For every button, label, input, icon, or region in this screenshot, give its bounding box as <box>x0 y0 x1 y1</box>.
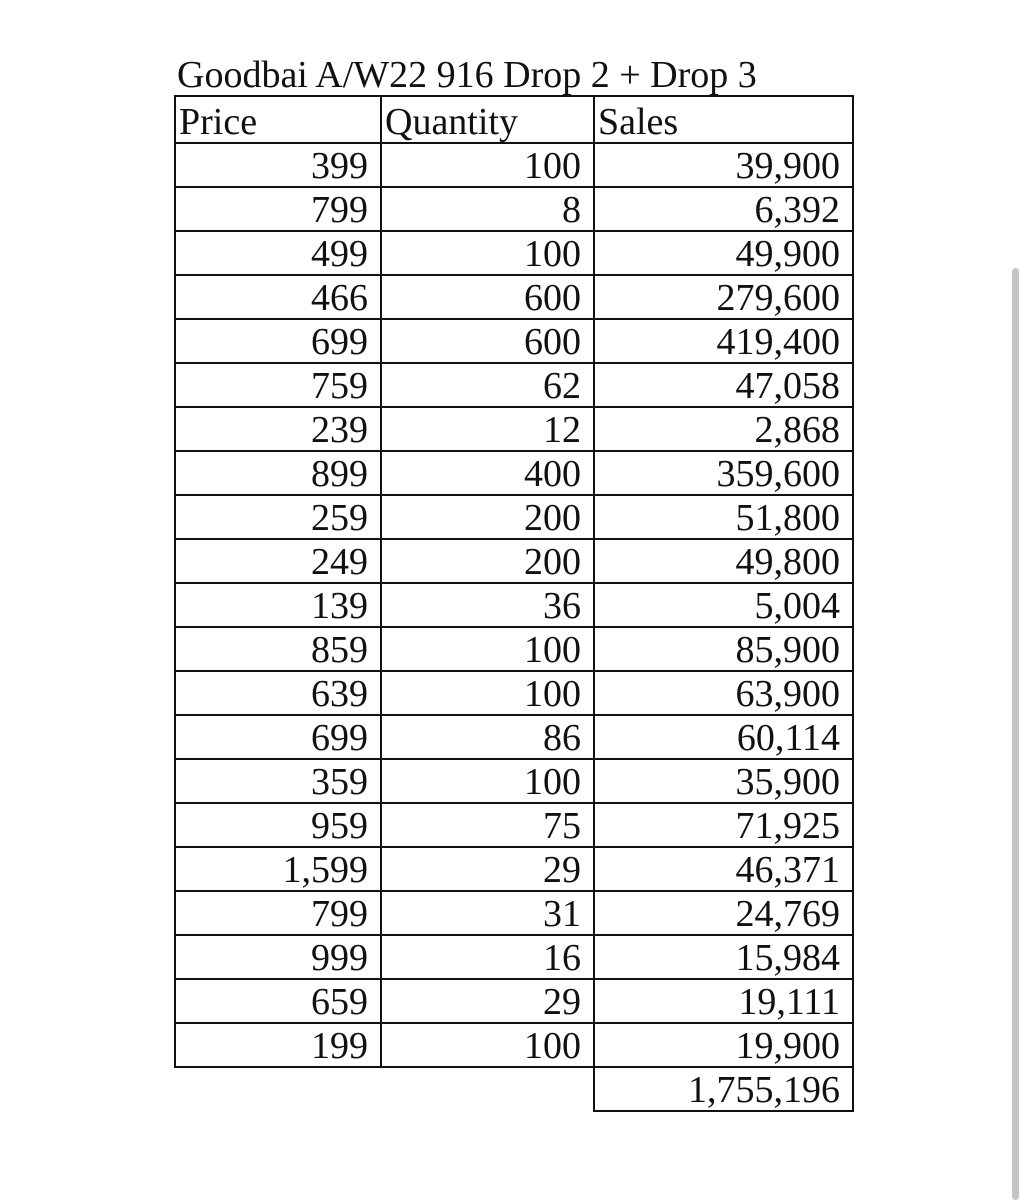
table-row <box>175 891 853 935</box>
quantity-cell: 29 <box>381 847 594 891</box>
total-sales-cell: 1,755,196 <box>594 1067 853 1111</box>
price-cell: 659 <box>175 979 381 1023</box>
sales-cell: 15,984 <box>594 935 853 979</box>
sales-cell: 279,600 <box>594 275 853 319</box>
price-cell: 259 <box>175 495 381 539</box>
sales-cell: 63,900 <box>594 671 853 715</box>
sales-cell: 47,058 <box>594 363 853 407</box>
quantity-cell: 12 <box>381 407 594 451</box>
price-cell: 239 <box>175 407 381 451</box>
quantity-cell: 75 <box>381 803 594 847</box>
sales-cell: 85,900 <box>594 627 853 671</box>
total-row <box>175 1067 853 1111</box>
quantity-cell: 100 <box>381 143 594 187</box>
quantity-cell: 16 <box>381 935 594 979</box>
sales-cell: 49,800 <box>594 539 853 583</box>
table-row <box>175 803 853 847</box>
price-cell: 699 <box>175 319 381 363</box>
quantity-cell: 600 <box>381 275 594 319</box>
vertical-scrollbar[interactable] <box>1012 268 1019 1200</box>
table-row <box>175 319 853 363</box>
table-row <box>175 759 853 803</box>
table-row <box>175 187 853 231</box>
table-row <box>175 1023 853 1067</box>
header-quantity: Quantity <box>381 96 594 143</box>
price-cell: 199 <box>175 1023 381 1067</box>
table-row <box>175 979 853 1023</box>
quantity-cell: 100 <box>381 1023 594 1067</box>
sales-cell: 60,114 <box>594 715 853 759</box>
price-cell: 499 <box>175 231 381 275</box>
total-blank-cell <box>381 1067 594 1111</box>
quantity-cell: 31 <box>381 891 594 935</box>
table-row <box>175 495 853 539</box>
price-cell: 139 <box>175 583 381 627</box>
header-price: Price <box>175 96 381 143</box>
price-cell: 1,599 <box>175 847 381 891</box>
price-cell: 799 <box>175 187 381 231</box>
total-blank-cell <box>175 1067 381 1111</box>
table-row <box>175 407 853 451</box>
quantity-cell: 100 <box>381 759 594 803</box>
price-cell: 359 <box>175 759 381 803</box>
table-row <box>175 451 853 495</box>
price-cell: 859 <box>175 627 381 671</box>
sales-cell: 19,111 <box>594 979 853 1023</box>
quantity-cell: 100 <box>381 671 594 715</box>
table-row <box>175 363 853 407</box>
sales-cell: 6,392 <box>594 187 853 231</box>
price-cell: 249 <box>175 539 381 583</box>
price-cell: 399 <box>175 143 381 187</box>
table-row <box>175 539 853 583</box>
sales-cell: 39,900 <box>594 143 853 187</box>
table-row <box>175 583 853 627</box>
quantity-cell: 600 <box>381 319 594 363</box>
sales-cell: 419,400 <box>594 319 853 363</box>
price-cell: 959 <box>175 803 381 847</box>
quantity-cell: 100 <box>381 231 594 275</box>
sales-cell: 46,371 <box>594 847 853 891</box>
sales-cell: 71,925 <box>594 803 853 847</box>
sales-cell: 5,004 <box>594 583 853 627</box>
quantity-cell: 36 <box>381 583 594 627</box>
price-cell: 699 <box>175 715 381 759</box>
price-cell: 999 <box>175 935 381 979</box>
header-sales: Sales <box>594 96 853 143</box>
price-cell: 466 <box>175 275 381 319</box>
price-cell: 799 <box>175 891 381 935</box>
table-row <box>175 671 853 715</box>
table-row <box>175 143 853 187</box>
sales-cell: 19,900 <box>594 1023 853 1067</box>
sheet-title: Goodbai A/W22 916 Drop 2 + Drop 3 <box>177 54 757 96</box>
table-row <box>175 275 853 319</box>
table-row <box>175 231 853 275</box>
sales-table <box>174 95 854 1112</box>
quantity-cell: 62 <box>381 363 594 407</box>
quantity-cell: 200 <box>381 495 594 539</box>
table-row <box>175 935 853 979</box>
sales-cell: 49,900 <box>594 231 853 275</box>
price-cell: 899 <box>175 451 381 495</box>
sales-cell: 359,600 <box>594 451 853 495</box>
quantity-cell: 29 <box>381 979 594 1023</box>
table-body <box>175 143 853 1067</box>
price-cell: 639 <box>175 671 381 715</box>
quantity-cell: 400 <box>381 451 594 495</box>
quantity-cell: 86 <box>381 715 594 759</box>
quantity-cell: 8 <box>381 187 594 231</box>
quantity-cell: 100 <box>381 627 594 671</box>
sales-cell: 35,900 <box>594 759 853 803</box>
quantity-cell: 200 <box>381 539 594 583</box>
table-row <box>175 715 853 759</box>
table-row <box>175 627 853 671</box>
sales-cell: 2,868 <box>594 407 853 451</box>
header-row <box>175 96 853 143</box>
sales-cell: 24,769 <box>594 891 853 935</box>
price-cell: 759 <box>175 363 381 407</box>
table-row <box>175 847 853 891</box>
sales-cell: 51,800 <box>594 495 853 539</box>
